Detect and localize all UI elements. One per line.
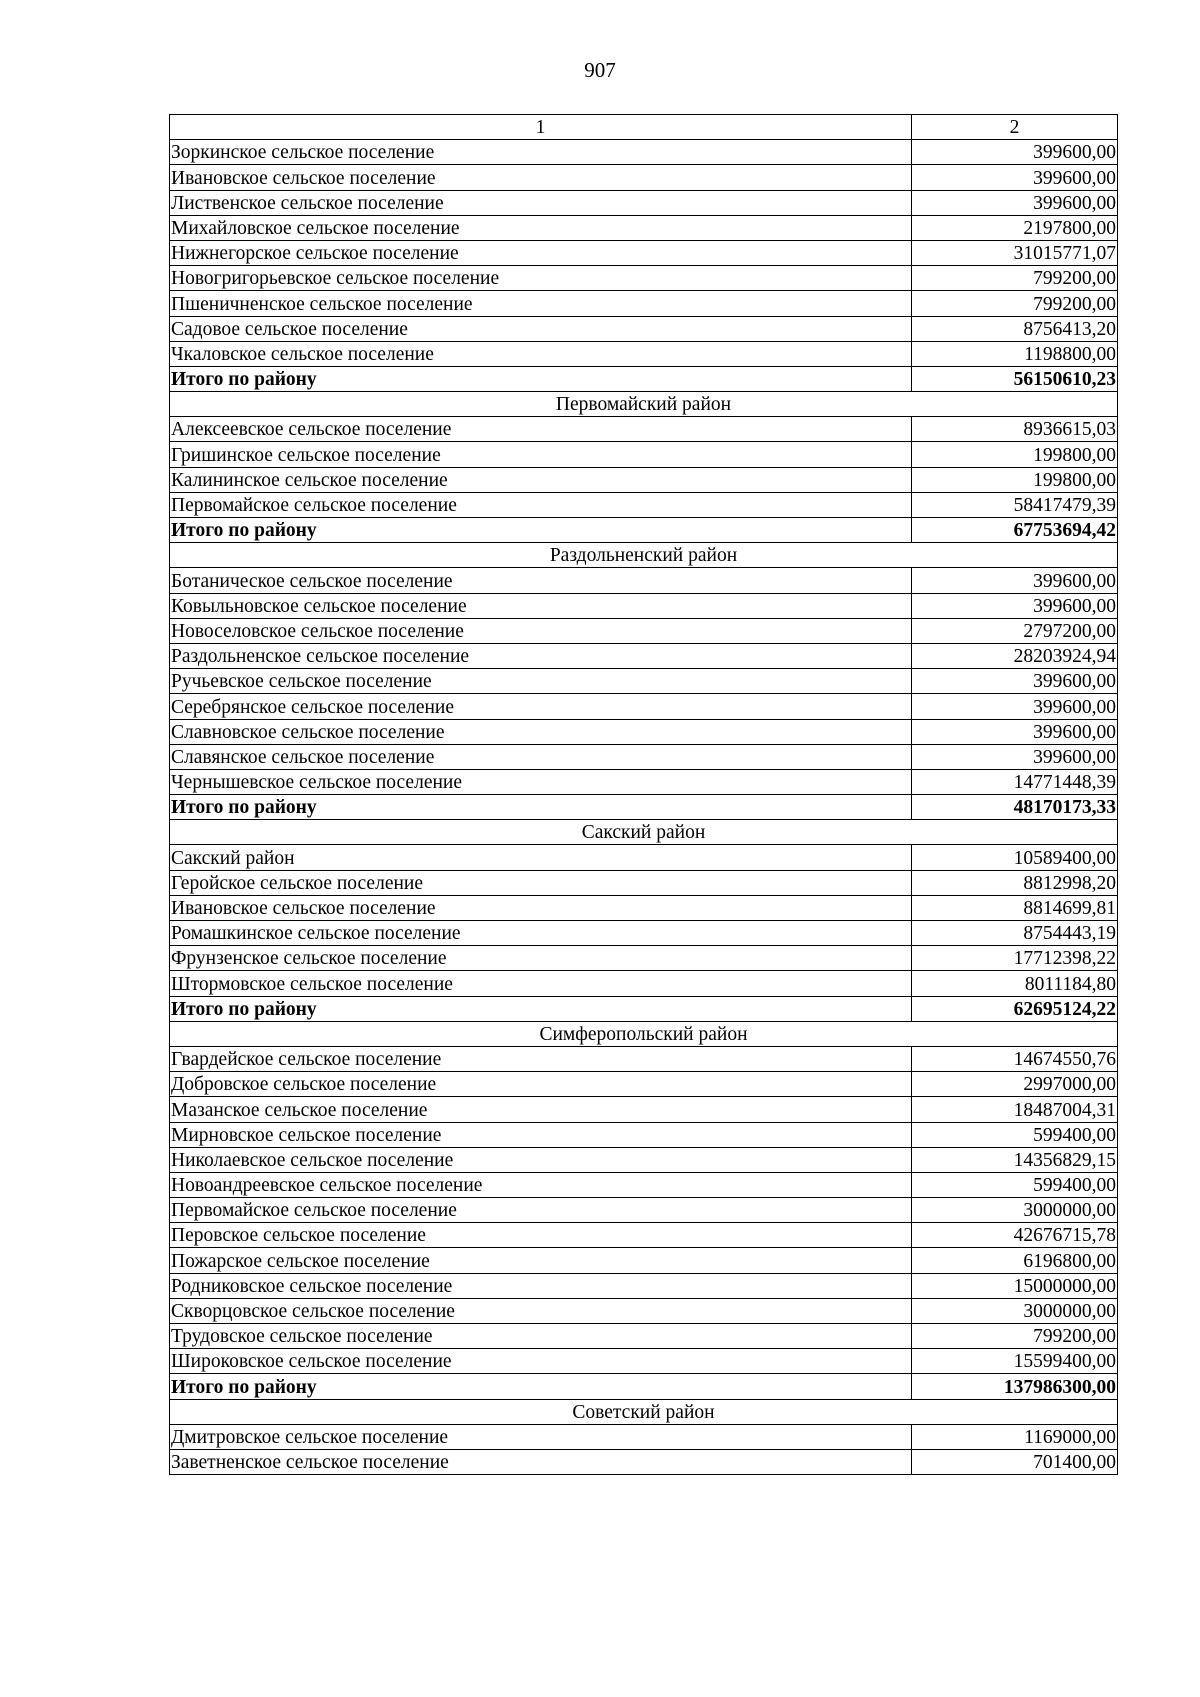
amount-value: 399600,00 <box>912 165 1118 190</box>
table-row <box>170 1172 1118 1197</box>
settlement-name: Ромашкинское сельское поселение <box>170 921 912 946</box>
table-row <box>170 669 1118 694</box>
table-row <box>170 946 1118 971</box>
table-row <box>170 870 1118 895</box>
section-header-row <box>170 820 1118 845</box>
total-row <box>170 366 1118 391</box>
settlement-name: Первомайское сельское поселение <box>170 492 912 517</box>
amount-value: 199800,00 <box>912 442 1118 467</box>
amount-value: 599400,00 <box>912 1172 1118 1197</box>
total-label: Итого по району <box>170 518 912 543</box>
table-row <box>170 165 1118 190</box>
settlement-name: Калининское сельское поселение <box>170 467 912 492</box>
settlement-name: Скворцовское сельское поселение <box>170 1298 912 1323</box>
table-row <box>170 1298 1118 1323</box>
settlement-name: Ручьевское сельское поселение <box>170 669 912 694</box>
settlement-name: Мазанское сельское поселение <box>170 1097 912 1122</box>
settlement-name: Широковское сельское поселение <box>170 1349 912 1374</box>
amount-value: 15599400,00 <box>912 1349 1118 1374</box>
table-row <box>170 593 1118 618</box>
amount-value: 3000000,00 <box>912 1298 1118 1323</box>
amount-value: 8011184,80 <box>912 971 1118 996</box>
table-row <box>170 1046 1118 1071</box>
table-row <box>170 971 1118 996</box>
amount-value: 31015771,07 <box>912 240 1118 265</box>
amount-value: 17712398,22 <box>912 946 1118 971</box>
settlement-name: Славянское сельское поселение <box>170 744 912 769</box>
settlement-name: Новогригорьевское сельское поселение <box>170 266 912 291</box>
table-row <box>170 1223 1118 1248</box>
settlement-name: Ковыльновское сельское поселение <box>170 593 912 618</box>
settlement-name: Зоркинское сельское поселение <box>170 140 912 165</box>
table-row <box>170 1324 1118 1349</box>
table-body <box>170 140 1118 1475</box>
table-row <box>170 845 1118 870</box>
table-row <box>170 215 1118 240</box>
table-row <box>170 417 1118 442</box>
table-row <box>170 291 1118 316</box>
section-title: Симферопольский район <box>170 1021 1118 1046</box>
amount-value: 399600,00 <box>912 593 1118 618</box>
amount-value: 28203924,94 <box>912 643 1118 668</box>
column-header-row <box>170 115 1118 140</box>
table-row <box>170 492 1118 517</box>
section-title: Сакский район <box>170 820 1118 845</box>
table-row <box>170 1097 1118 1122</box>
settlement-name: Сакский район <box>170 845 912 870</box>
settlement-name: Чернышевское сельское поселение <box>170 769 912 794</box>
section-header-row <box>170 392 1118 417</box>
amount-value: 6196800,00 <box>912 1248 1118 1273</box>
table-row <box>170 921 1118 946</box>
amount-value: 1169000,00 <box>912 1424 1118 1449</box>
settlement-name: Славновское сельское поселение <box>170 719 912 744</box>
table-row <box>170 467 1118 492</box>
amount-value: 3000000,00 <box>912 1198 1118 1223</box>
column-header-name: 1 <box>170 115 912 140</box>
amount-value: 2197800,00 <box>912 215 1118 240</box>
section-header-row <box>170 1399 1118 1424</box>
settlement-name: Мирновское сельское поселение <box>170 1122 912 1147</box>
settlement-name: Ботаническое сельское поселение <box>170 568 912 593</box>
total-row <box>170 1374 1118 1399</box>
amount-value: 799200,00 <box>912 1324 1118 1349</box>
table-row <box>170 643 1118 668</box>
settlement-name: Садовое сельское поселение <box>170 316 912 341</box>
settlement-name: Пожарское сельское поселение <box>170 1248 912 1273</box>
settlement-name: Новоандреевское сельское поселение <box>170 1172 912 1197</box>
settlement-name: Нижнегорское сельское поселение <box>170 240 912 265</box>
budget-table <box>169 114 1118 1475</box>
amount-value: 599400,00 <box>912 1122 1118 1147</box>
table-row <box>170 240 1118 265</box>
total-label: Итого по району <box>170 366 912 391</box>
section-title: Раздольненский район <box>170 543 1118 568</box>
amount-value: 399600,00 <box>912 744 1118 769</box>
table-row <box>170 1424 1118 1449</box>
amount-value: 799200,00 <box>912 266 1118 291</box>
amount-value: 8756413,20 <box>912 316 1118 341</box>
settlement-name: Новоселовское сельское поселение <box>170 618 912 643</box>
settlement-name: Геройское сельское поселение <box>170 870 912 895</box>
table-row <box>170 719 1118 744</box>
amount-value: 399600,00 <box>912 719 1118 744</box>
amount-value: 14356829,15 <box>912 1147 1118 1172</box>
amount-value: 799200,00 <box>912 291 1118 316</box>
table-row <box>170 1122 1118 1147</box>
total-row <box>170 518 1118 543</box>
amount-value: 2797200,00 <box>912 618 1118 643</box>
settlement-name: Трудовское сельское поселение <box>170 1324 912 1349</box>
section-header-row <box>170 543 1118 568</box>
section-header-row <box>170 1021 1118 1046</box>
amount-value: 701400,00 <box>912 1449 1118 1474</box>
table-row <box>170 895 1118 920</box>
column-header-value: 2 <box>912 115 1118 140</box>
page-number: 907 <box>584 58 616 82</box>
total-value: 67753694,42 <box>912 518 1118 543</box>
table-row <box>170 568 1118 593</box>
settlement-name: Пшеничненское сельское поселение <box>170 291 912 316</box>
amount-value: 15000000,00 <box>912 1273 1118 1298</box>
settlement-name: Чкаловское сельское поселение <box>170 341 912 366</box>
settlement-name: Михайловское сельское поселение <box>170 215 912 240</box>
amount-value: 8936615,03 <box>912 417 1118 442</box>
amount-value: 18487004,31 <box>912 1097 1118 1122</box>
table-row <box>170 266 1118 291</box>
amount-value: 399600,00 <box>912 694 1118 719</box>
amount-value: 14674550,76 <box>912 1046 1118 1071</box>
table-row <box>170 341 1118 366</box>
total-value: 62695124,22 <box>912 996 1118 1021</box>
amount-value: 10589400,00 <box>912 845 1118 870</box>
settlement-name: Родниковское сельское поселение <box>170 1273 912 1298</box>
total-label: Итого по району <box>170 1374 912 1399</box>
settlement-name: Лиственское сельское поселение <box>170 190 912 215</box>
settlement-name: Алексеевское сельское поселение <box>170 417 912 442</box>
total-label: Итого по району <box>170 795 912 820</box>
amount-value: 8814699,81 <box>912 895 1118 920</box>
table-row <box>170 618 1118 643</box>
amount-value: 399600,00 <box>912 140 1118 165</box>
amount-value: 1198800,00 <box>912 341 1118 366</box>
total-value: 137986300,00 <box>912 1374 1118 1399</box>
settlement-name: Заветненское сельское поселение <box>170 1449 912 1474</box>
settlement-name: Ивановское сельское поселение <box>170 895 912 920</box>
table-row <box>170 694 1118 719</box>
settlement-name: Гришинское сельское поселение <box>170 442 912 467</box>
amount-value: 42676715,78 <box>912 1223 1118 1248</box>
amount-value: 399600,00 <box>912 568 1118 593</box>
total-label: Итого по району <box>170 996 912 1021</box>
table-row <box>170 744 1118 769</box>
settlement-name: Ивановское сельское поселение <box>170 165 912 190</box>
total-value: 48170173,33 <box>912 795 1118 820</box>
amount-value: 14771448,39 <box>912 769 1118 794</box>
table-row <box>170 190 1118 215</box>
table-row <box>170 442 1118 467</box>
settlement-name: Штормовское сельское поселение <box>170 971 912 996</box>
table-row <box>170 1147 1118 1172</box>
table-row <box>170 1273 1118 1298</box>
settlement-name: Гвардейское сельское поселение <box>170 1046 912 1071</box>
section-title: Первомайский район <box>170 392 1118 417</box>
settlement-name: Фрунзенское сельское поселение <box>170 946 912 971</box>
table-row <box>170 316 1118 341</box>
total-row <box>170 996 1118 1021</box>
settlement-name: Дмитровское сельское поселение <box>170 1424 912 1449</box>
table-row <box>170 1248 1118 1273</box>
amount-value: 2997000,00 <box>912 1072 1118 1097</box>
table-row <box>170 1449 1118 1474</box>
amount-value: 399600,00 <box>912 669 1118 694</box>
total-row <box>170 795 1118 820</box>
settlement-name: Первомайское сельское поселение <box>170 1198 912 1223</box>
total-value: 56150610,23 <box>912 366 1118 391</box>
table-row <box>170 140 1118 165</box>
table-row <box>170 1198 1118 1223</box>
amount-value: 8812998,20 <box>912 870 1118 895</box>
table-row <box>170 1072 1118 1097</box>
amount-value: 199800,00 <box>912 467 1118 492</box>
amount-value: 8754443,19 <box>912 921 1118 946</box>
amount-value: 58417479,39 <box>912 492 1118 517</box>
amount-value: 399600,00 <box>912 190 1118 215</box>
settlement-name: Раздольненское сельское поселение <box>170 643 912 668</box>
settlement-name: Серебрянское сельское поселение <box>170 694 912 719</box>
settlement-name: Николаевское сельское поселение <box>170 1147 912 1172</box>
table-row <box>170 769 1118 794</box>
table-row <box>170 1349 1118 1374</box>
settlement-name: Перовское сельское поселение <box>170 1223 912 1248</box>
settlement-name: Добровское сельское поселение <box>170 1072 912 1097</box>
section-title: Советский район <box>170 1399 1118 1424</box>
